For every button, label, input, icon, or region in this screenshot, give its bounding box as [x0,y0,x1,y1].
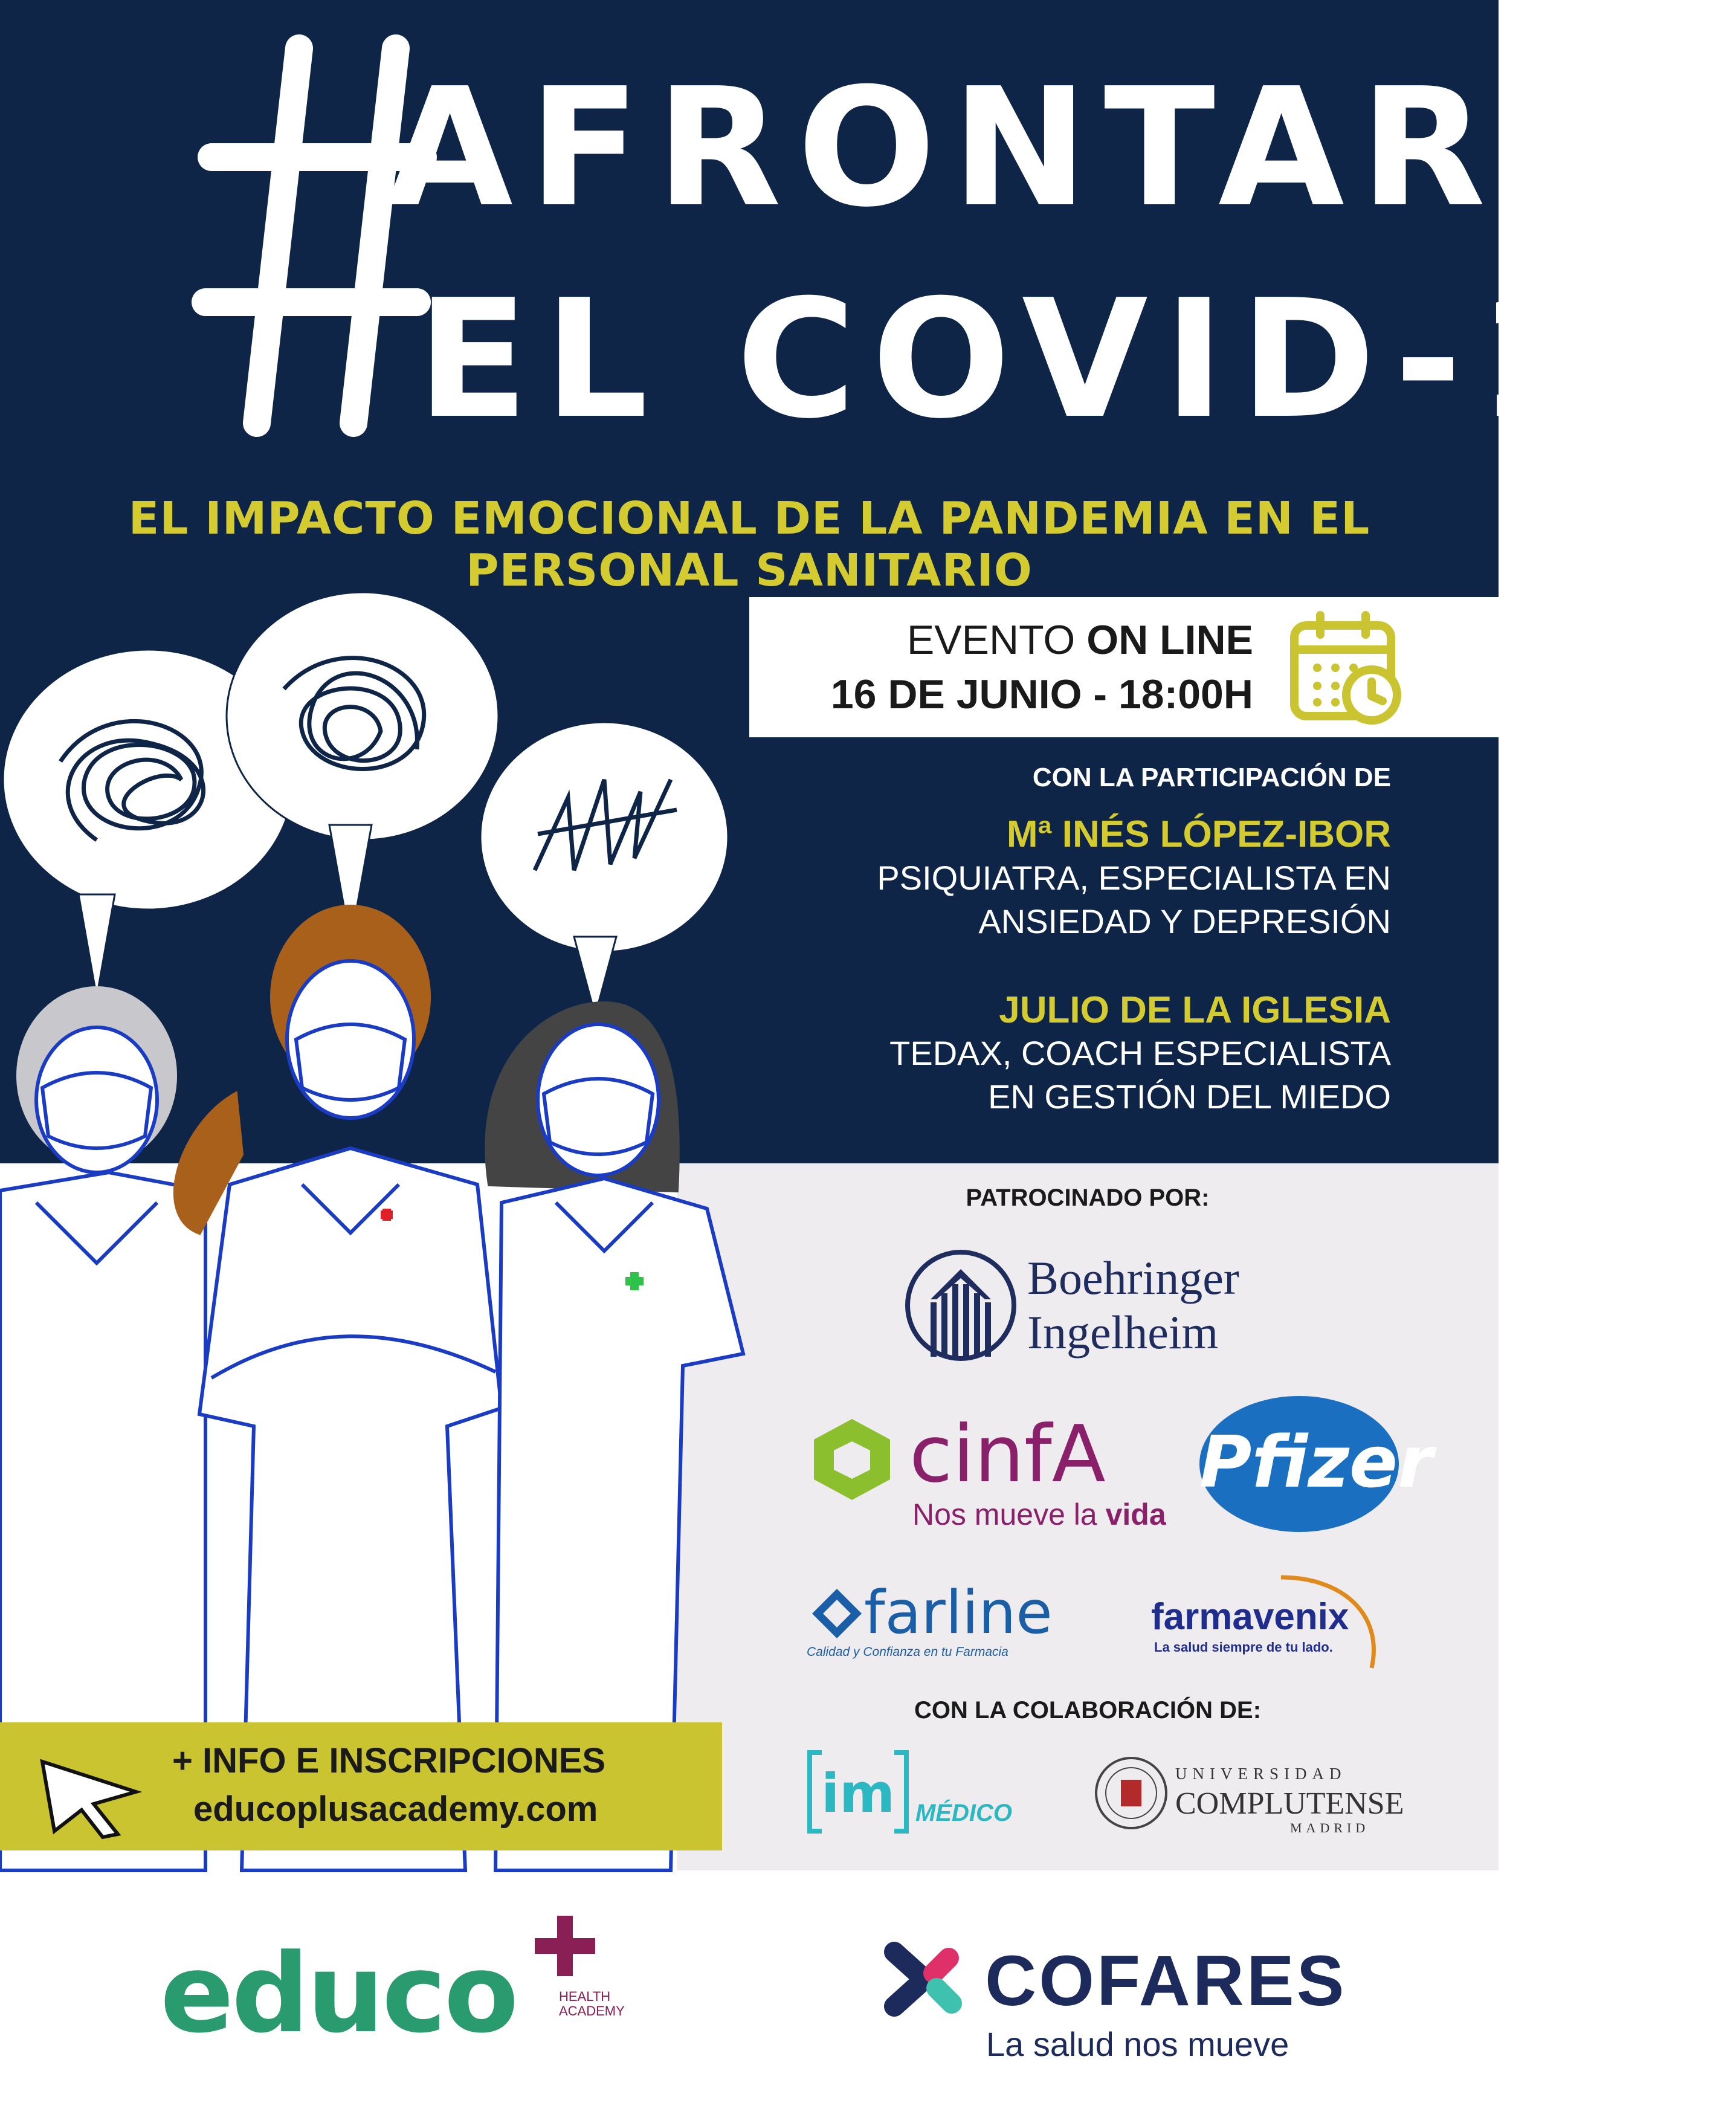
im-medico-wordmark: MÉDICO [915,1800,1012,1826]
cinfa-tagline-bold: vida [1105,1498,1166,1531]
speaker-2-role-line-1: TEDAX, COACH ESPECIALISTA [889,1034,1391,1072]
boehringer-line-1: Boehringer [1027,1252,1239,1304]
collaboration-heading: CON LA COLABORACIÓN DE: [914,1697,1262,1724]
boehringer-logo-icon [900,1245,1033,1366]
farmavenix-tagline: La salud siempre de tu lado. [1154,1640,1333,1655]
boehringer-line-2: Ingelheim [1027,1306,1219,1359]
cofares-wordmark: COFARES [985,1941,1347,2021]
speaker-2-role-line-2: EN GESTIÓN DEL MIEDO [988,1078,1391,1116]
event-type-prefix: EVENTO [906,617,1087,663]
farline-tagline: Calidad y Confianza en tu Farmacia [807,1645,1008,1659]
cofares-tagline: La salud nos mueve [986,2025,1289,2063]
cinfa-wordmark: cinfA [909,1408,1106,1500]
cofares-x-icon [879,1937,970,2021]
im-medico-icon [804,1740,912,1837]
title-line-1: AFRONTAR [387,53,1502,243]
calendar-clock-icon [1287,610,1408,725]
educo-plus-icon [532,1913,598,1979]
healthcare-workers-illustration [0,580,810,1870]
educo-tag-line-1: HEALTH [559,1989,611,2004]
educo-tagline [559,1989,625,2018]
title-line-2: EL COVID-19 [417,264,1736,454]
registration-link[interactable]: educoplusacademy.com [193,1789,598,1829]
pfizer-wordmark: Pfizer [1199,1420,1433,1504]
educo-wordmark: educo [160,1931,517,2057]
event-type [907,616,1253,664]
event-datetime: 16 DE JUNIO - 18:00H [830,671,1253,717]
ucm-line-3: MADRID [1290,1820,1370,1835]
speaker-1-role-line-2: ANSIEDAD Y DEPRESIÓN [978,902,1391,940]
cinfa-tagline [912,1497,1166,1532]
ucm-line-2: COMPLUTENSE [1175,1786,1404,1821]
educo-tag-line-2: ACADEMY [559,2003,625,2019]
participation-heading: CON LA PARTICIPACIÓN DE [1032,763,1391,792]
im-mark-text: im [821,1762,895,1824]
farmavenix-wordmark: farmavenix [1151,1596,1349,1638]
registration-heading: + INFO E INSCRIPCIONES [172,1741,606,1780]
cursor-pointer-icon [36,1756,148,1840]
cinfa-tagline-prefix: Nos mueve la [912,1498,1106,1531]
sponsored-heading: PATROCINADO POR: [966,1184,1210,1211]
speaker-2-name: JULIO DE LA IGLESIA [999,989,1391,1031]
farline-diamond-icon [810,1586,864,1641]
event-type-bold: ON LINE [1086,617,1253,663]
cinfa-hexagon-icon [807,1414,897,1505]
ucm-line-1: UNIVERSIDAD [1175,1765,1347,1783]
ucm-seal-icon [1094,1756,1169,1831]
subtitle: EL IMPACTO EMOCIONAL DE LA PANDEMIA EN EL PERSONAL SANITARIO [128,493,1370,596]
farline-wordmark: farline [864,1579,1053,1647]
speaker-1-role-line-1: PSIQUIATRA, ESPECIALISTA EN [877,859,1391,897]
speaker-1-name: Mª INÉS LÓPEZ-IBOR [1006,813,1391,855]
